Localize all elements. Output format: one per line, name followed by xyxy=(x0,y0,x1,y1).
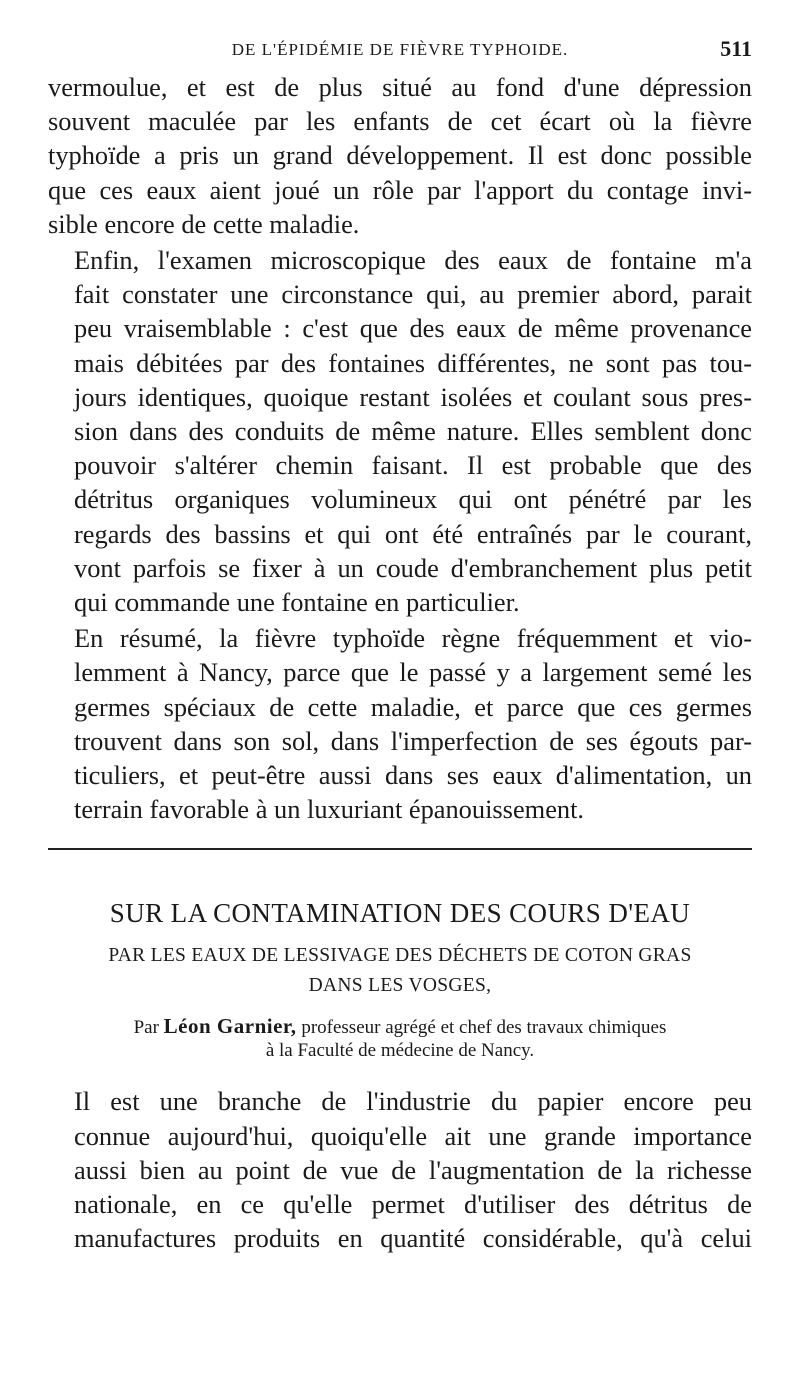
author-name: Léon Garnier, xyxy=(163,1014,297,1039)
author-title: professeur agrégé et chef des travaux chimiques xyxy=(301,1017,667,1039)
text-line: typhoïde a pris un grand développement. Il est donc possible xyxy=(48,140,752,171)
subtitle-line: PAR LES EAUX DE LESSIVAGE DES DÉCHETS DE COTON GRAS xyxy=(108,945,692,967)
main-text xyxy=(48,70,752,826)
text-line: qui commande une fontaine en particulier. xyxy=(74,587,520,618)
paragraph-summary xyxy=(48,621,752,826)
subtitle-line: DANS LES VOSGES, xyxy=(308,975,492,997)
article-text xyxy=(48,1084,752,1255)
text-line: manufactures produits en quantité considérable, qu'à celui xyxy=(74,1223,752,1254)
running-header xyxy=(48,30,752,70)
text-line: ticuliers, et peut-être aussi dans ses eaux d'alimentation, un xyxy=(74,760,752,791)
article-subtitle xyxy=(48,941,752,1001)
text-line: Il est une branche de l'industrie du papier encore peu xyxy=(74,1086,752,1117)
text-line: aussi bien au point de vue de l'augmentation de la richesse xyxy=(74,1154,752,1185)
page-number: 511 xyxy=(720,36,752,61)
text-line: lemment à Nancy, parce que le passé y a largement semé les xyxy=(74,657,752,688)
running-title: DE L'ÉPIDÉMIE DE FIÈVRE TYPHOIDE. xyxy=(231,40,569,59)
byline xyxy=(48,1015,752,1062)
text-line: sion dans des conduits de même nature. Elles semblent donc xyxy=(74,416,752,447)
text-line: Enfin, l'examen microscopique des eaux de fontaine m'a xyxy=(74,245,752,276)
text-line: En résumé, la fièvre typhoïde règne fréquemment et vio- xyxy=(74,623,752,654)
text-line: germes spéciaux de cette maladie, et parce que ces germes xyxy=(74,691,752,722)
text-line: regards des bassins et qui ont été entraînés par le courant, xyxy=(74,518,752,549)
byline-line xyxy=(48,1015,752,1039)
book-page xyxy=(48,30,752,1257)
byline-prefix: Par xyxy=(133,1017,159,1039)
text-line: vont parfois se fixer à un coude d'embranchement plus petit xyxy=(74,552,752,583)
author-affiliation: à la Faculté de médecine de Nancy. xyxy=(265,1040,535,1062)
section-divider xyxy=(48,848,752,850)
text-line: détritus organiques volumineux qui ont pénétré par les xyxy=(74,484,752,515)
text-line: pouvoir s'altérer chemin faisant. Il est probable que des xyxy=(74,450,752,481)
paragraph-continuation xyxy=(48,70,752,241)
text-line: nationale, en ce qu'elle permet d'utiliser des détritus de xyxy=(74,1189,752,1220)
text-line: trouvent dans son sol, dans l'imperfection de ses égouts par- xyxy=(74,725,752,756)
paragraph-microscopic-exam xyxy=(48,243,752,619)
text-line: peu vraisemblable : c'est que des eaux de même provenance xyxy=(74,313,752,344)
text-line: que ces eaux aient joué un rôle par l'apport du contage invi- xyxy=(48,174,752,205)
text-line: vermoulue, et est de plus situé au fond d'une dépression xyxy=(48,72,752,102)
article-title: SUR LA CONTAMINATION DES COURS D'EAU xyxy=(109,898,691,929)
text-line: fait constater une circonstance qui, au premier abord, parait xyxy=(74,279,752,310)
text-line: souvent maculée par les enfants de cet écart où la fièvre xyxy=(48,106,752,137)
text-line: connue aujourd'hui, quoiqu'elle ait une grande importance xyxy=(74,1120,752,1151)
text-line: terrain favorable à un luxuriant épanouissement. xyxy=(74,794,585,825)
text-line: sible encore de cette maladie. xyxy=(48,208,360,239)
paragraph-intro xyxy=(48,1084,752,1255)
text-line: jours identiques, quoique restant isolées et coulant sous pres- xyxy=(74,381,752,412)
text-line: mais débitées par des fontaines différentes, ne sont pas tou- xyxy=(74,347,752,378)
